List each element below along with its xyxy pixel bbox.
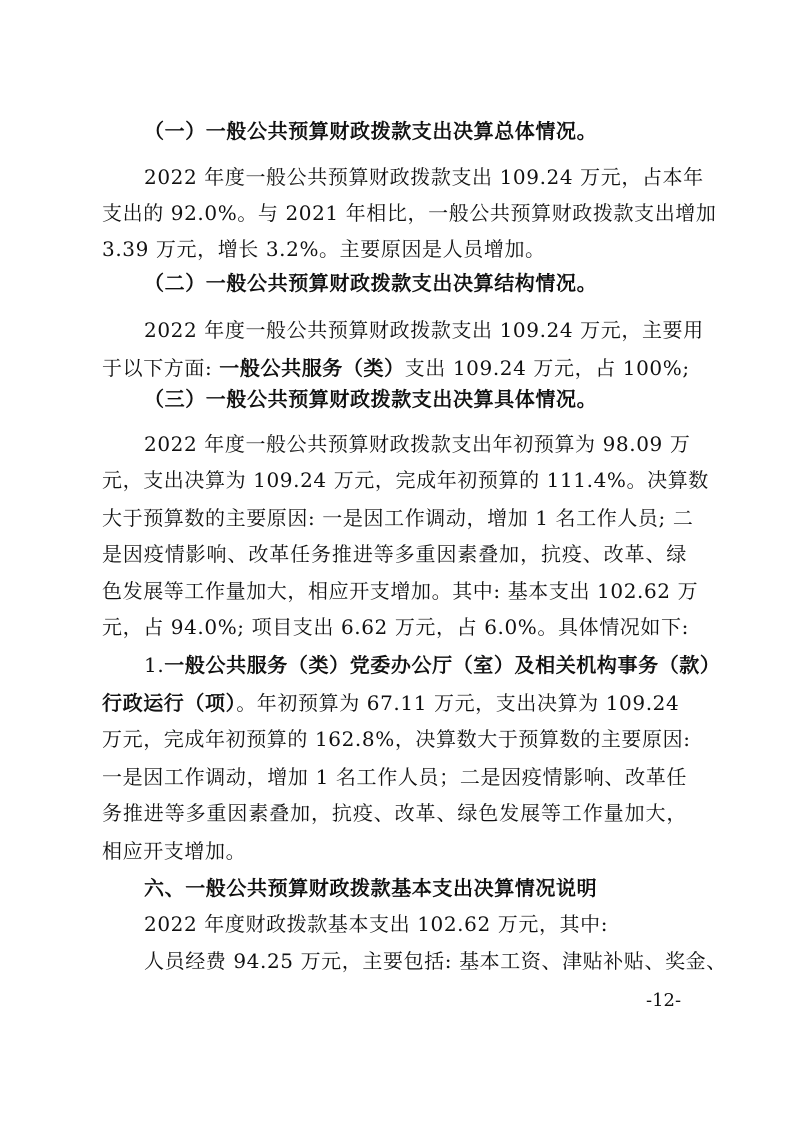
paragraph-line: 2022 年度一般公共预算财政拨款支出年初预算为 98.09 万: [144, 432, 691, 456]
section-heading-2: （二）一般公共预算财政拨款支出决算结构情况。: [144, 271, 598, 295]
section-heading-3: （三）一般公共预算财政拨款支出决算具体情况。: [144, 387, 598, 411]
paragraph-line: 务推进等多重因素叠加，抗疫、改革、绿色发展等工作量加大，: [102, 801, 687, 825]
bold-category: 行政运行（项）: [102, 691, 237, 715]
paragraph-line: 人员经费 94.25 万元，主要包括: 基本工资、津贴补贴、奖金、: [144, 949, 727, 973]
paragraph-line: 万元，完成年初预算的 162.8%，决算数大于预算数的主要原因:: [102, 727, 691, 751]
bold-category: 一般公共服务（类）党委办公厅（室）及相关机构事务（款）: [164, 653, 721, 677]
paragraph-line: 大于预算数的主要原因: 一是因工作调动，增加 1 名工作人员; 二: [102, 506, 694, 530]
paragraph-line-mixed: [144, 652, 721, 678]
paragraph-line: 支出的 92.0%。与 2021 年相比，一般公共预算财政拨款支出增加: [102, 201, 717, 225]
paragraph-line-mixed: [102, 355, 690, 381]
text-segment: 支出 109.24 万元，占 100%;: [404, 356, 690, 380]
page-number: -12-: [646, 990, 682, 1011]
paragraph-line: 2022 年度财政拨款基本支出 102.62 万元，其中:: [144, 912, 609, 936]
paragraph-line: 元，占 94.0%; 项目支出 6.62 万元，占 6.0%。具体情况如下:: [102, 615, 689, 639]
paragraph-line: 是因疫情影响、改革任务推进等多重因素叠加，抗疫、改革、绿: [102, 542, 687, 566]
section-heading-1: （一）一般公共预算财政拨款支出决算总体情况。: [144, 119, 598, 143]
item-number: 1.: [144, 653, 165, 677]
text-segment: 于以下方面:: [102, 356, 220, 380]
text-segment: 。年初预算为 67.11 万元，支出决算为 109.24: [236, 691, 680, 715]
section-heading-6: 六、一般公共预算财政拨款基本支出决算情况说明: [144, 876, 598, 900]
paragraph-line: 元，支出决算为 109.24 万元，完成年初预算的 111.4%。决算数: [102, 468, 709, 492]
paragraph-line: 一是因工作调动，增加 1 名工作人员；二是因疫情影响、改革任: [102, 765, 687, 789]
bold-category: 一般公共服务（类）: [219, 356, 405, 380]
paragraph-line-mixed: [102, 690, 679, 716]
paragraph-line: 相应开支增加。: [102, 839, 247, 863]
paragraph-line: 3.39 万元，增长 3.2%。主要原因是人员增加。: [102, 237, 546, 261]
paragraph-line: 2022 年度一般公共预算财政拨款支出 109.24 万元，主要用: [144, 318, 704, 342]
paragraph-line: 色发展等工作量加大，相应开支增加。其中: 基本支出 102.62 万: [102, 579, 699, 603]
paragraph-line: 2022 年度一般公共预算财政拨款支出 109.24 万元，占本年: [144, 165, 704, 189]
